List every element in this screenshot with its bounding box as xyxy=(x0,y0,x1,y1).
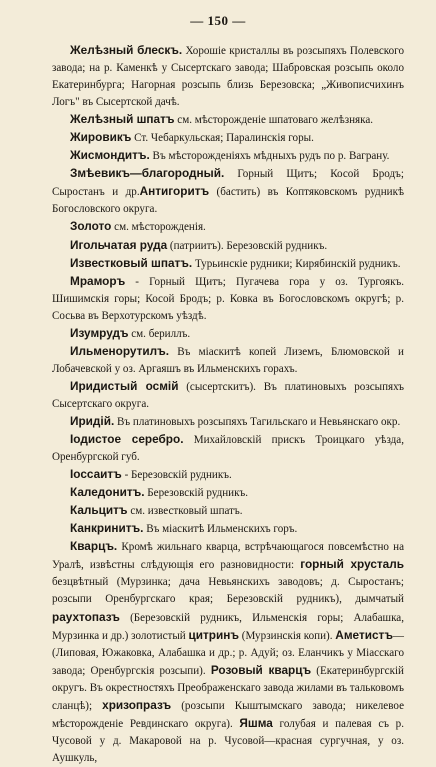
entry-term: Жировикъ xyxy=(70,130,132,145)
entry-zhelezny-shpat xyxy=(52,111,404,129)
entry-term: Известковый шпатъ. xyxy=(70,255,193,270)
entry-term: Жисмондитъ. xyxy=(70,148,150,163)
entry-term: Желѣзный блескъ. xyxy=(70,43,183,57)
entry-text: (Мурзинскія копи). xyxy=(238,629,336,642)
entry-term: Канкринитъ. xyxy=(70,521,144,536)
entry-iossait xyxy=(52,466,404,484)
entry-term: Мраморъ xyxy=(70,273,126,288)
entry-text: — (Липовая, Южаковка, Алабашка и др.; р. Адуй; оз. Еланчикъ у Міасскаго завода; Оренбургскія розсыпи). xyxy=(52,629,405,677)
entry-list xyxy=(52,42,404,767)
entry-subterm: Антигоритъ xyxy=(139,184,210,199)
entry-text: (сысертскитъ). Въ платиновыхъ розсыпяхъ Сысертскаго округа. xyxy=(52,380,404,410)
entry-term: Ильменорутилъ. xyxy=(70,343,170,358)
entry-igolchataya-ruda xyxy=(52,237,404,255)
entry-text: Горный Щитъ; Косой Бродъ; Сыростанъ и др. xyxy=(52,168,404,199)
entry-izumrud xyxy=(52,325,404,343)
entry-text: голубая и палевая съ р. Чусовой у д. Макаровой на р. Чусовой—красная сургучная, у оз. Аушкуль, xyxy=(52,717,404,764)
entry-zhirovik xyxy=(52,129,404,147)
entry-subterm: цитринъ xyxy=(188,627,239,642)
entry-text: см. бериллъ. xyxy=(128,327,191,340)
entry-mramor xyxy=(52,273,404,325)
entry-text: см. известковый шпатъ. xyxy=(127,505,243,518)
entry-kaltsit xyxy=(52,502,404,520)
entry-term: Іоссаитъ xyxy=(70,467,122,482)
entry-text: Кромѣ жильнаго кварца, встрѣчающагося повсемѣстно на Уралѣ, извѣстны слѣдующія его разновидности: xyxy=(52,541,404,572)
entry-term: Кварцъ. xyxy=(70,539,118,554)
entry-subterm: Аметистъ xyxy=(335,627,393,642)
entry-zmeevik xyxy=(52,165,404,218)
entry-izvestkovy-shpat xyxy=(52,255,404,273)
entry-term: Іодистое серебро. xyxy=(70,432,184,447)
entry-subterm: раухтопазъ xyxy=(52,609,120,624)
entry-text: - Березовскій рудникъ. xyxy=(121,469,232,482)
entry-subterm: горный хрусталь xyxy=(300,557,404,572)
entry-subterm: Яшма xyxy=(239,715,273,730)
entry-zhelezny-blesk xyxy=(52,42,404,111)
entry-term: Изумрудъ xyxy=(70,325,129,340)
entry-text: Въ міаскитѣ копей Лиземъ, Блюмовской и Лобачевской у оз. Аргаяшъ въ Ильменскихъ горахъ. xyxy=(52,345,404,375)
entry-text: (патриитъ). Березовскій рудникъ. xyxy=(167,239,328,252)
entry-text: (розсыпи Кыштымскаго завода; никелевое мѣсторожденіе Ревдинскаго округа). xyxy=(52,699,404,730)
entry-iridisty-osmiy xyxy=(52,378,404,413)
entry-text: Михайловскій прискъ Троицкаго уѣзда, Оренбургской губ. xyxy=(52,434,404,464)
entry-text: - Горный Щитъ; Пугачева гора у оз. Тургоякъ. Шишимскія горы; Косой Бродъ; р. Ковка въ Богословскомъ округѣ; р. Сосьва въ Верхотурскомъ уѣздѣ. xyxy=(52,275,404,322)
entry-text: см. мѣсторожденіе шпатоваго желѣзняка. xyxy=(174,114,374,127)
entry-zhismondit xyxy=(52,147,404,165)
entry-text: (бастить) въ Коптяковскомъ рудникѣ Богословского округа. xyxy=(52,186,404,216)
entry-text: Въ мѣсторожденіяхъ мѣдныхъ рудъ по р. Ваграну. xyxy=(149,150,390,163)
entry-ilmenorutil xyxy=(52,343,404,378)
entry-text: Хорошіе кристаллы въ розсыпяхъ Полевского завода; на р. Каменкѣ у Сысертскаго завода; Шабровская розсыпь около Екатеринбурга; Нагорная розсыпь близь Березовска; „Живописчихинъ Логъ" въ Сысертской дачѣ. xyxy=(52,45,404,109)
entry-subterm: Розовый кварцъ xyxy=(210,662,312,677)
entry-text: см. мѣсторожденія. xyxy=(111,221,206,234)
entry-kankrinit xyxy=(52,520,404,538)
entry-kaledonit xyxy=(52,484,404,502)
entry-term: Иридистый осмій xyxy=(70,378,179,393)
entry-text: Въ міаскитѣ Ильменскихъ горъ. xyxy=(143,523,298,536)
entry-term: Желѣзный шпатъ xyxy=(70,112,175,127)
entry-term: Игольчатая руда xyxy=(70,237,168,252)
entry-text: Турьинскіе рудники; Кирябинскій рудникъ. xyxy=(192,257,401,270)
entry-zoloto xyxy=(52,218,404,236)
entry-text: (Березовскій рудникъ, Ильменскія горы; Алабашка, Мурзинка и др.) золотистый xyxy=(52,611,404,642)
entry-term: Каледонитъ. xyxy=(70,485,145,500)
entry-subterm: хризопразъ xyxy=(102,697,172,712)
page-number: — 150 — xyxy=(190,13,246,28)
entry-term: Иридій. xyxy=(70,413,115,428)
entry-text: Ст. Чебаркульская; Паралинскія горы. xyxy=(131,132,314,145)
entry-iodistoe-serebro xyxy=(52,431,404,466)
entry-term: Змѣевикъ—благородный. xyxy=(70,166,225,181)
entry-text: Березовскій рудникъ. xyxy=(144,487,249,500)
entry-iridiy xyxy=(52,413,404,431)
entry-text: (Екатеринбургскій округъ. Въ окрестностяхъ Преображенскаго завода жилами въ тальковомъ сланцѣ); xyxy=(52,664,404,712)
entry-text: безцвѣтный (Мурзинка; дача Невьянскихъ заводовъ; д. Сыростанъ; розсыпи Оренбургскаго края; Березовскій рудникъ), дымчатый xyxy=(52,576,404,606)
entry-kvarts xyxy=(52,538,404,767)
entry-term: Золото xyxy=(70,219,112,234)
entry-term: Кальцитъ xyxy=(70,503,128,518)
entry-text: Въ платиновыхъ розсыпяхъ Тагильскаго и Невьянскаго окр. xyxy=(114,415,401,428)
